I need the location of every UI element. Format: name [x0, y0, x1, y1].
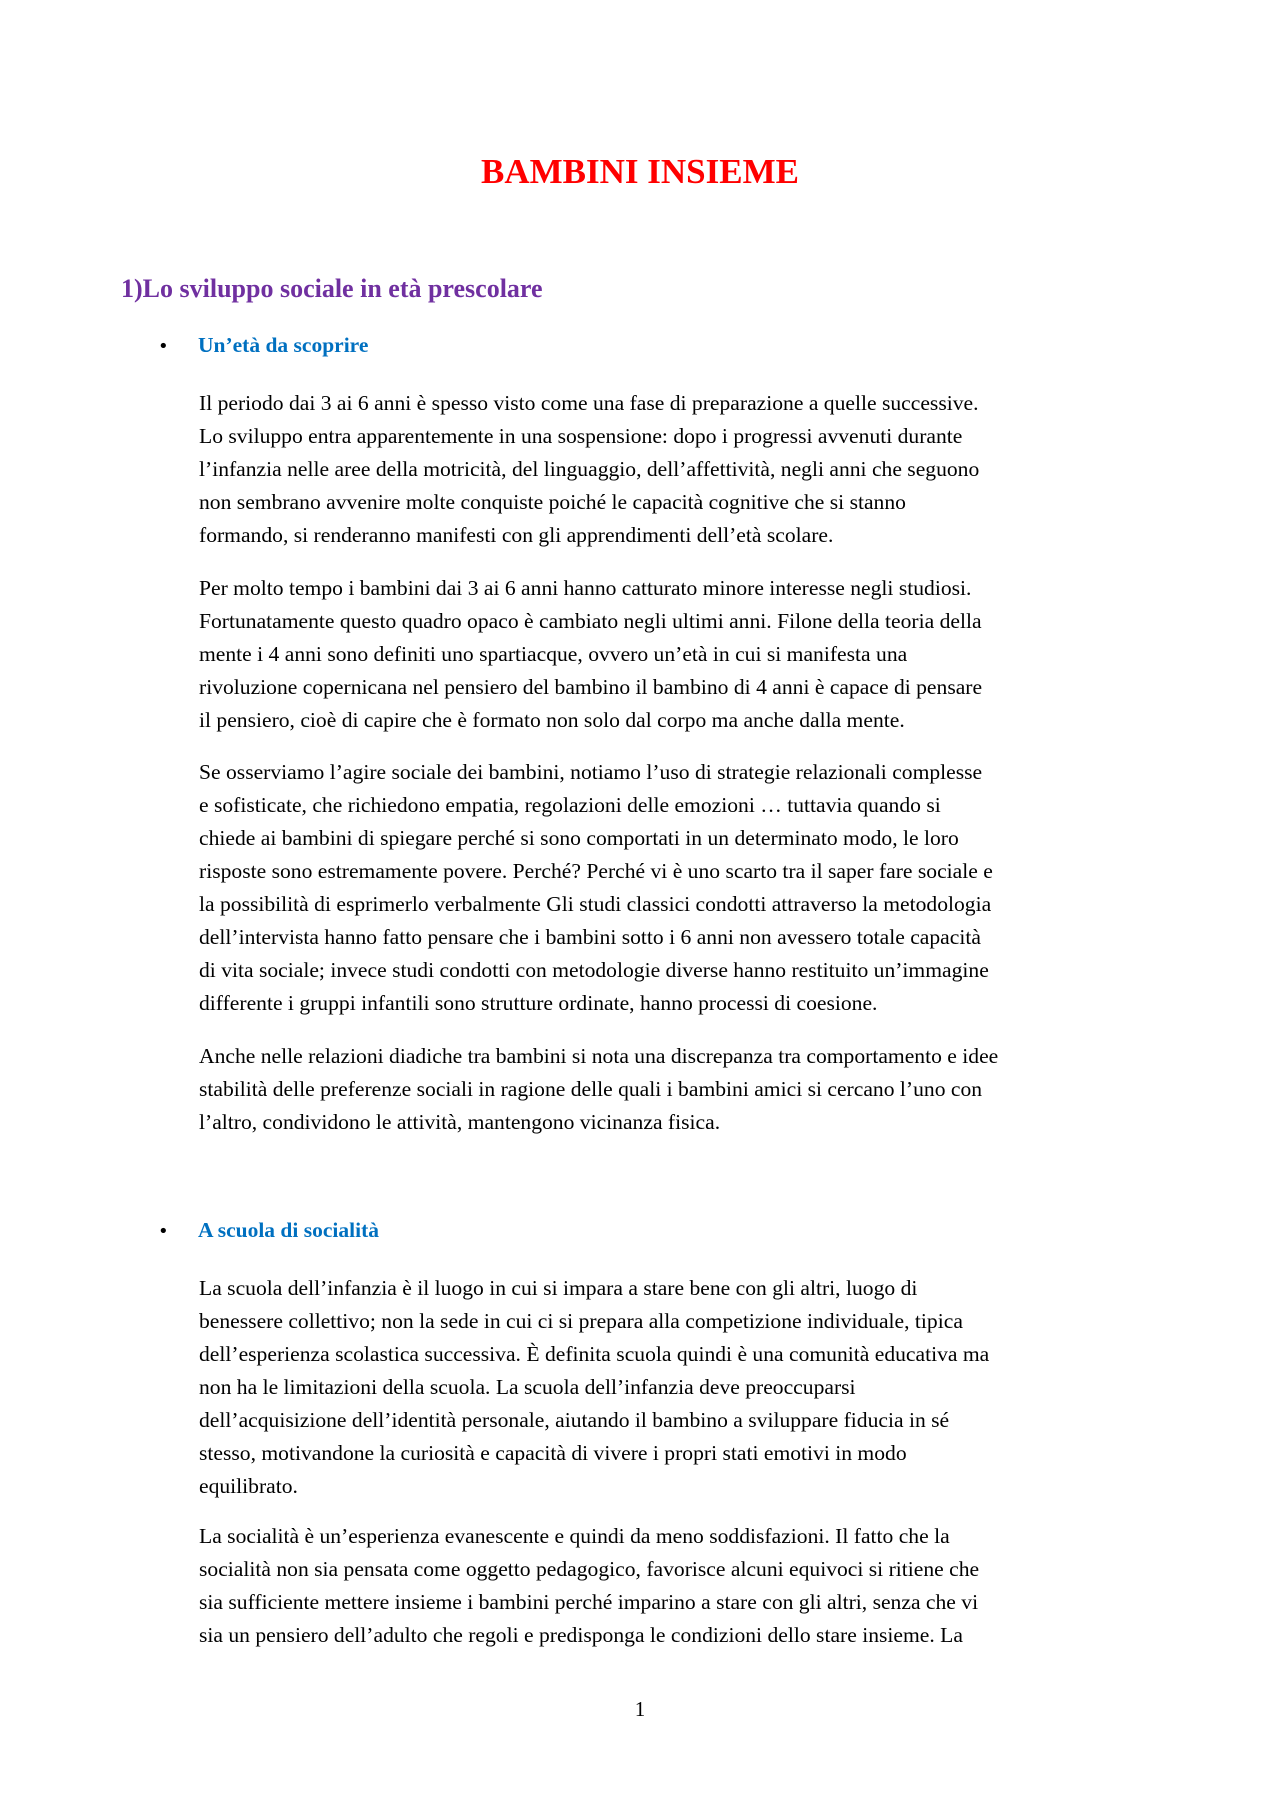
section-heading: 1)Lo sviluppo sociale in età prescolare [121, 274, 543, 303]
paragraph: Per molto tempo i bambini dai 3 ai 6 anni hanno catturato minore interesse negli studiosi. Fortunatamente questo quadro opaco è cambiato negli ultimi anni. Filone della teoria della mente i 4 anni sono definiti uno spartiacque, ovvero un’età in cui si manifesta una rivoluzione copernicana nel pensiero del bambino il bambino di 4 anni è capace di pensare il pensiero, cioè di capire che è formato non solo dal corpo ma anche dalla mente. [199, 576, 983, 732]
paragraph: La scuola dell’infanzia è il luogo in cui si impara a stare bene con gli altri, luogo di benessere collettivo; non la sede in cui ci si prepara alla competizione individuale, tipica dell’esperienza scolastica successiva. È definita scuola quindi è una comunità educativa ma non ha le limitazioni della scuola. La scuola dell’infanzia deve preoccuparsi dell’acquisizione dell’identità personale, aiutando il bambino a sviluppare fiducia in sé stesso, motivandone la curiosità e capacità di vivere i propri stati emotivi in modo equilibrato. [199, 1276, 990, 1498]
bullet-icon: • [158, 336, 169, 357]
bullet-icon: • [158, 1221, 169, 1242]
subsection-title: Un’età da scoprire [198, 333, 369, 357]
paragraph: Anche nelle relazioni diadiche tra bambini si nota una discrepanza tra comportamento e idee stabilità delle preferenze sociali in ragione delle quali i bambini amici si cercano l’uno con l’altro, condividono le attività, mantengono vicinanza fisica. [199, 1044, 999, 1134]
subsection-title: A scuola di socialità [198, 1218, 379, 1242]
page-number: 1 [634, 1697, 646, 1721]
subsection-heading-1 [158, 333, 368, 358]
document-title: BAMBINI INSIEME [481, 152, 799, 191]
paragraph: Se osserviamo l’agire sociale dei bambini, notiamo l’uso di strategie relazionali complesse e sofisticate, che richiedono empatia, regolazioni delle emozioni … tuttavia quando si chiede ai bambini di spiegare perché si sono comportati in un determinato modo, le loro risposte sono estremamente povere. Perché? Perché vi è uno scarto tra il saper fare sociale e la possibilità di esprimerlo verbalmente Gli studi classici condotti attraverso la metodologia dell’intervista hanno fatto pensare che i bambini sotto i 6 anni non avessero totale capacità di vita sociale; invece studi condotti con metodologie diverse hanno restituito un’immagine differente i gruppi infantili sono strutture ordinate, hanno processi di coesione. [199, 760, 993, 1015]
paragraph: La socialità è un’esperienza evanescente e quindi da meno soddisfazioni. Il fatto che la socialità non sia pensata come oggetto pedagogico, favorisce alcuni equivoci si ritiene che sia sufficiente mettere insieme i bambini perché imparino a stare con gli altri, senza che vi sia un pensiero dell’adulto che regoli e predisponga le condizioni dello stare insieme. La [199, 1524, 980, 1647]
paragraph: Il periodo dai 3 ai 6 anni è spesso visto come una fase di preparazione a quelle successive. Lo sviluppo entra apparentemente in una sospensione: dopo i progressi avvenuti durante l’infanzia nelle aree della motricità, del linguaggio, dell’affettività, negli anni che seguono non sembrano avvenire molte conquiste poiché le capacità cognitive che si stanno formando, si renderanno manifesti con gli apprendimenti dell’età scolare. [199, 391, 980, 547]
subsection-heading-2 [158, 1218, 379, 1243]
